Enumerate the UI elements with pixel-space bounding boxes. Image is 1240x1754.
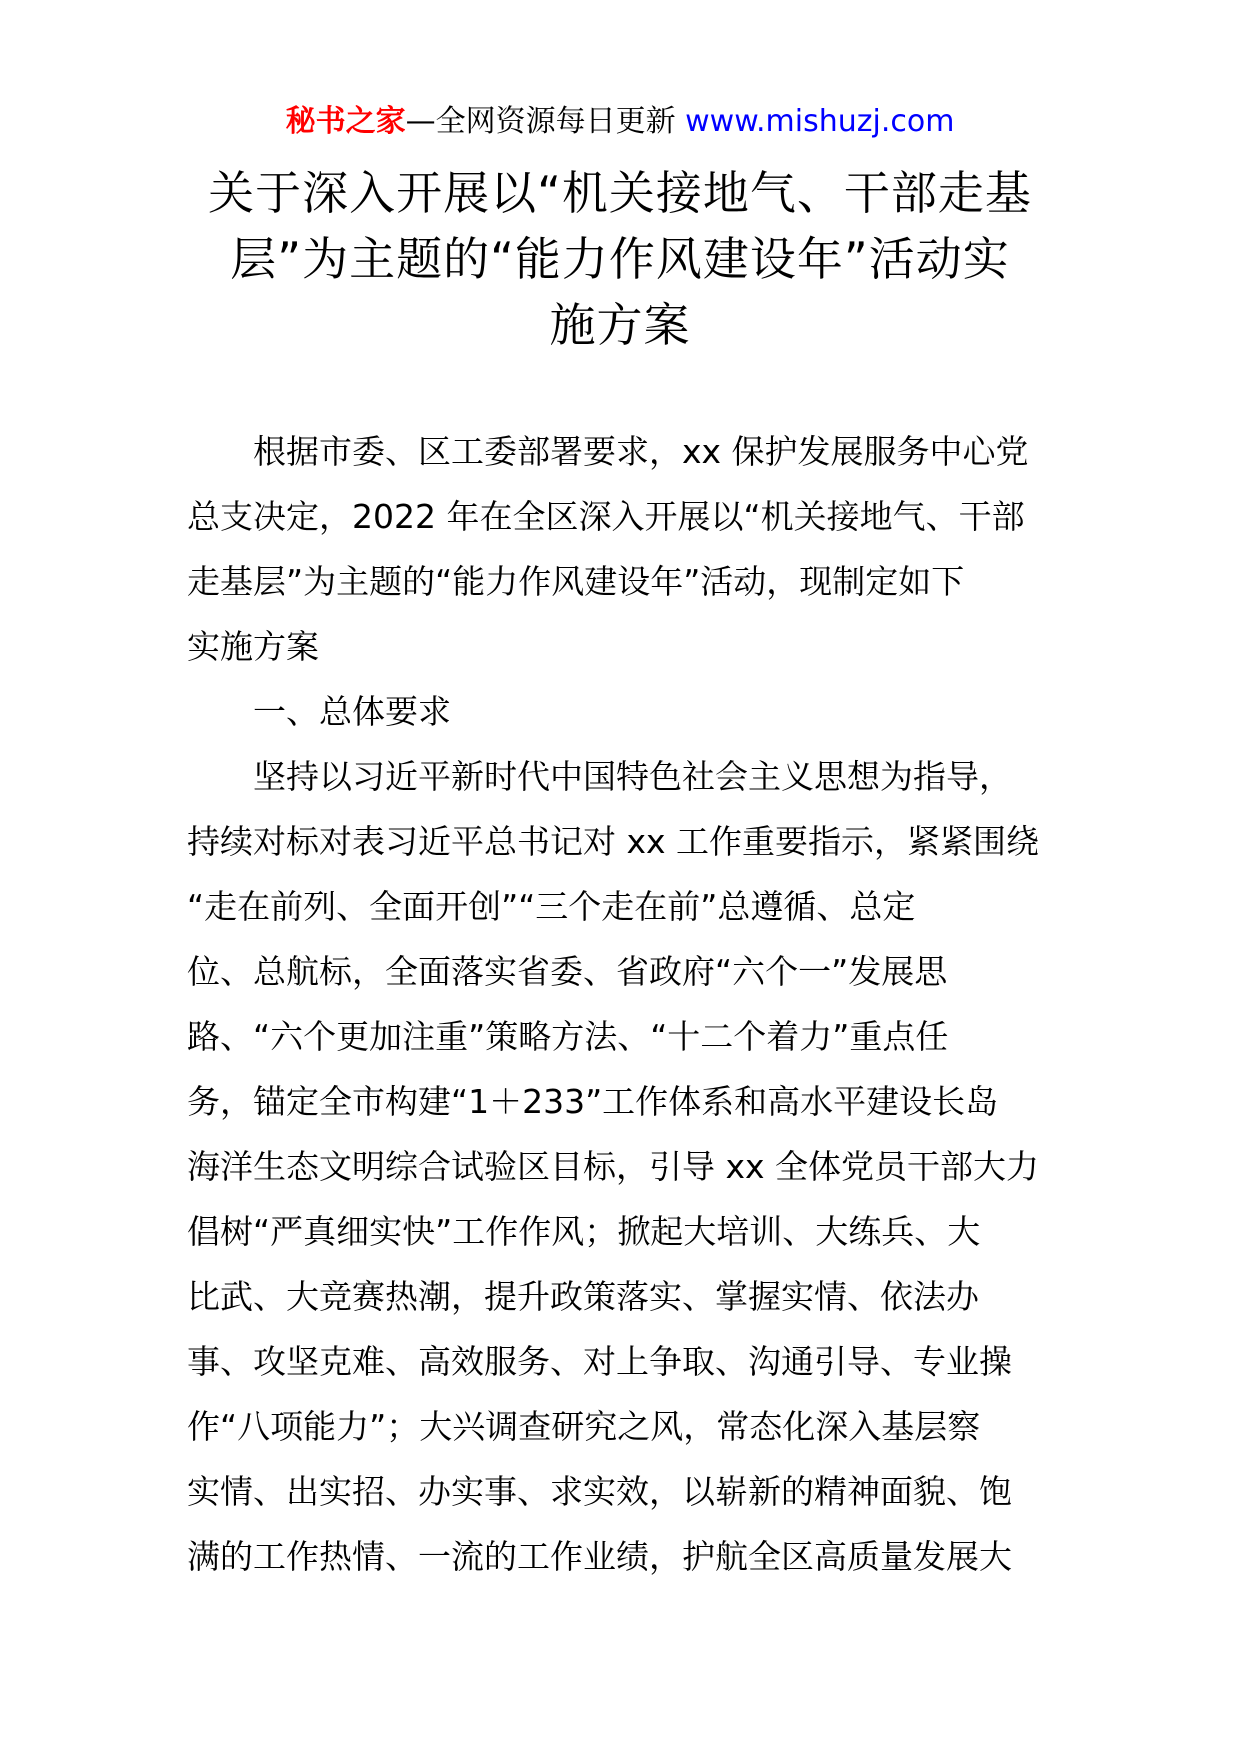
body-line: 位、总航标，全面落实省委、省政府“六个一”发展思 <box>187 952 948 991</box>
header-tagline: —全网资源每日更新 <box>405 104 676 139</box>
section-heading: 一、总体要求 <box>253 692 451 731</box>
body-line: 路、“六个更加注重”策略方法、“十二个着力”重点任 <box>187 1017 949 1056</box>
body-line: 务，锚定全市构建“1＋233”工作体系和高水平建设长岛 <box>187 1082 999 1121</box>
body-line: 坚持以习近平新时代中国特色社会主义思想为指导， <box>253 757 1012 796</box>
body-line: 持续对标对表习近平总书记对 xx 工作重要指示，紧紧围绕 <box>187 822 1040 861</box>
document-body <box>187 419 1055 1589</box>
title-line: 施方案 <box>549 298 691 352</box>
body-line: 实施方案 <box>187 627 319 666</box>
body-line: 倡树“严真细实快”工作作风；掀起大培训、大练兵、大 <box>187 1212 981 1251</box>
brand-name: 秘书之家 <box>285 104 406 139</box>
body-line: 事、攻坚克难、高效服务、对上争取、沟通引导、专业操 <box>187 1342 1012 1381</box>
body-line: 作“八项能力”；大兴调查研究之风，常态化深入基层察 <box>187 1407 981 1446</box>
body-line: 走基层”为主题的“能力作风建设年”活动，现制定如下 <box>187 562 965 601</box>
body-line: 满的工作热情、一流的工作业绩，护航全区高质量发展大 <box>187 1537 1012 1576</box>
title-line: 关于深入开展以“机关接地气、干部走基 <box>208 166 1032 220</box>
body-line: 总支决定，2022 年在全区深入开展以“机关接地气、干部 <box>187 497 1025 536</box>
document-title <box>150 160 1090 358</box>
body-line: 实情、出实招、办实事、求实效，以崭新的精神面貌、饱 <box>187 1472 1012 1511</box>
body-line: 比武、大竞赛热潮，提升政策落实、掌握实情、依法办 <box>187 1277 979 1316</box>
body-line: 根据市委、区工委部署要求，xx 保护发展服务中心党 <box>253 432 1029 471</box>
site-url-link[interactable]: www.mishuzj.com <box>685 104 955 139</box>
title-line: 层”为主题的“能力作风建设年”活动实 <box>230 232 1010 286</box>
site-header <box>0 102 1240 142</box>
body-line: 海洋生态文明综合试验区目标，引导 xx 全体党员干部大力 <box>187 1147 1040 1186</box>
body-line: “走在前列、全面开创”“三个走在前”总遵循、总定 <box>187 887 916 926</box>
